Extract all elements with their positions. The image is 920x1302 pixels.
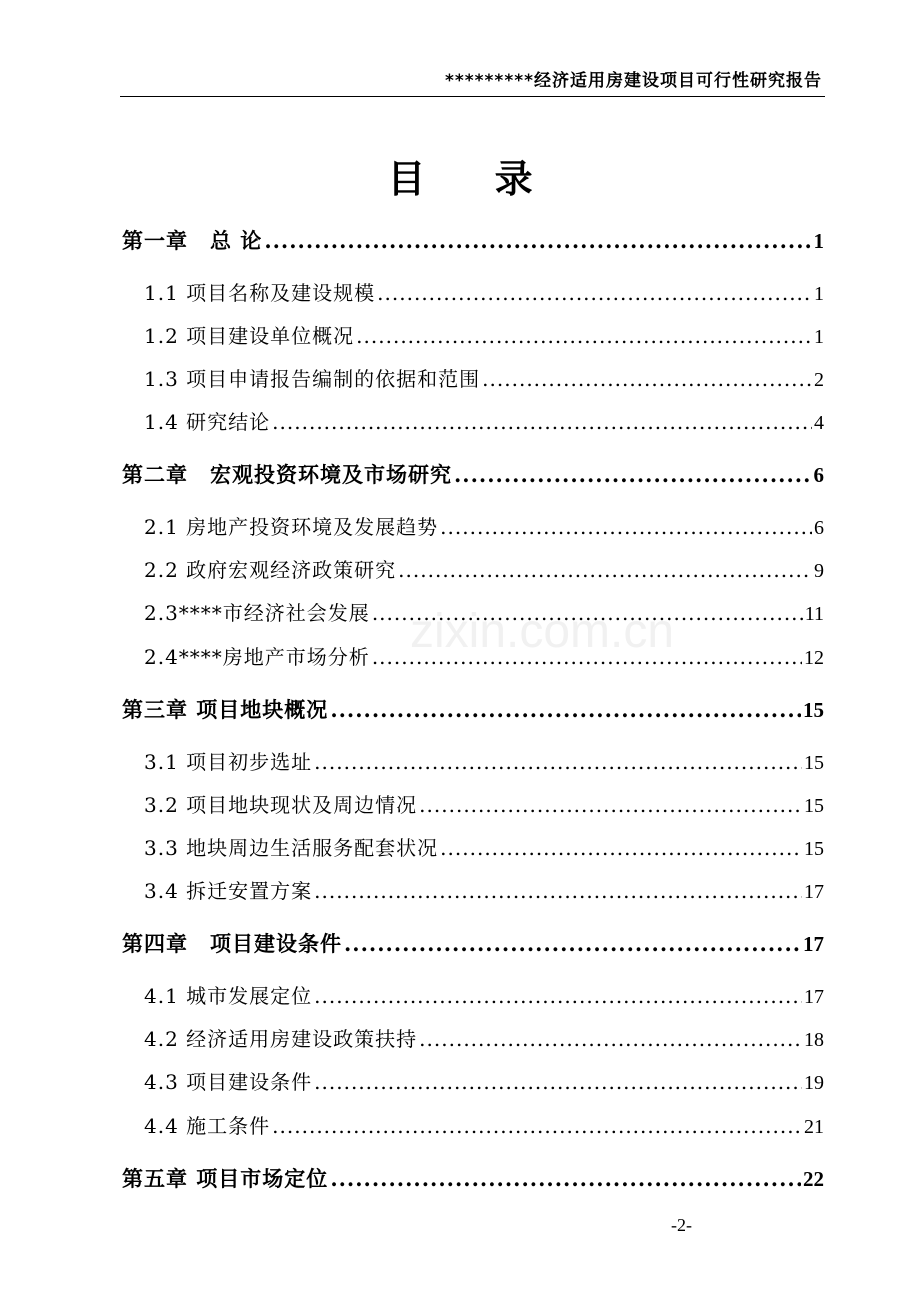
- toc-entry-page: 6: [813, 463, 824, 487]
- toc-dot-leader: [454, 457, 812, 493]
- toc-entry-label: 4.3 项目建设条件: [144, 1070, 313, 1094]
- toc-dot-leader: [314, 744, 802, 780]
- toc-entry-label: 1.3 项目申请报告编制的依据和范围: [144, 367, 481, 391]
- toc-section-entry[interactable]: [144, 1108, 824, 1144]
- toc-entry-label: 1.2 项目建设单位概况: [144, 324, 355, 348]
- toc-dot-leader: [419, 1021, 802, 1057]
- toc-entry-label: 2.3****市经济社会发展: [144, 601, 370, 625]
- toc-section-entry[interactable]: [144, 1021, 824, 1057]
- page-number: -2-: [671, 1215, 692, 1235]
- toc-entry-page: 1: [813, 229, 824, 253]
- toc-chapter-entry[interactable]: [122, 926, 824, 962]
- toc-section-entry[interactable]: [144, 404, 824, 440]
- toc-dot-leader: [398, 552, 812, 588]
- toc-dot-leader: [330, 692, 801, 728]
- toc-section-entry[interactable]: [144, 318, 824, 354]
- toc-chapter-entry[interactable]: [122, 223, 824, 259]
- toc-dot-leader: [482, 361, 812, 397]
- toc-entry-label: 2.2 政府宏观经济政策研究: [144, 558, 397, 582]
- toc-entry-page: 1: [814, 283, 824, 305]
- toc-entry-page: 9: [814, 560, 824, 582]
- toc-chapter-entry[interactable]: [122, 692, 824, 728]
- toc-chapter-entry[interactable]: [122, 457, 824, 493]
- toc-entry-label: 第四章 项目建设条件: [122, 932, 342, 956]
- toc-dot-leader: [440, 509, 812, 545]
- toc-section-entry[interactable]: [144, 595, 824, 631]
- toc-dot-leader: [272, 404, 812, 440]
- toc-section-entry[interactable]: [144, 552, 824, 588]
- toc-entry-page: 2: [814, 369, 824, 391]
- toc-section-entry[interactable]: [144, 873, 824, 909]
- toc-entry-page: 19: [804, 1072, 824, 1094]
- toc-dot-leader: [314, 978, 802, 1014]
- toc-dot-leader: [330, 1161, 801, 1197]
- toc-entry-label: 4.4 施工条件: [144, 1114, 271, 1138]
- toc-entry-label: 第三章 项目地块概况: [122, 698, 329, 722]
- toc-dot-leader: [356, 318, 812, 354]
- toc-section-entry[interactable]: [144, 361, 824, 397]
- toc-entry-label: 3.1 项目初步选址: [144, 750, 313, 774]
- toc-entry-page: 6: [814, 517, 824, 539]
- toc-section-entry[interactable]: [144, 1064, 824, 1100]
- toc-dot-leader: [377, 275, 812, 311]
- toc-entry-page: 11: [804, 603, 824, 625]
- toc-dot-leader: [419, 787, 802, 823]
- toc-chapter-entry[interactable]: [122, 1161, 824, 1197]
- toc-entry-label: 3.3 地块周边生活服务配套状况: [144, 836, 439, 860]
- toc-entry-label: 4.1 城市发展定位: [144, 984, 313, 1008]
- toc-section-entry[interactable]: [144, 744, 824, 780]
- toc-section-entry[interactable]: [144, 639, 824, 675]
- toc-entry-page: 12: [804, 647, 824, 669]
- toc-section-entry[interactable]: [144, 787, 824, 823]
- toc-dot-leader: [314, 1064, 802, 1100]
- toc-entry-page: 15: [804, 752, 824, 774]
- toc-dot-leader: [372, 639, 802, 675]
- toc-section-entry[interactable]: [144, 830, 824, 866]
- toc-dot-leader: [264, 223, 811, 259]
- toc-dot-leader: [440, 830, 802, 866]
- toc-dot-leader: [344, 926, 801, 962]
- toc-dot-leader: [314, 873, 802, 909]
- toc-entry-label: 第二章 宏观投资环境及市场研究: [122, 463, 452, 487]
- toc-section-entry[interactable]: [144, 978, 824, 1014]
- toc-entry-page: 1: [814, 326, 824, 348]
- toc-title: 目 录: [387, 157, 561, 201]
- toc-section-entry[interactable]: [144, 275, 824, 311]
- toc-entry-label: 第一章 总 论: [122, 229, 263, 253]
- toc-entry-label: 1.4 研究结论: [144, 410, 271, 434]
- toc-entry-label: 3.4 拆迁安置方案: [144, 879, 313, 903]
- toc-entry-page: 17: [803, 932, 824, 956]
- running-header: *********经济适用房建设项目可行性研究报告: [444, 71, 822, 91]
- toc-entry-page: 18: [804, 1029, 824, 1051]
- toc-entry-page: 17: [804, 881, 824, 903]
- toc-dot-leader: [272, 1108, 802, 1144]
- toc-entry-page: 15: [803, 698, 824, 722]
- toc-entry-label: 3.2 项目地块现状及周边情况: [144, 793, 418, 817]
- toc-entry-page: 17: [804, 986, 824, 1008]
- toc-entry-page: 15: [804, 838, 824, 860]
- toc-entry-page: 4: [814, 412, 824, 434]
- toc-entry-page: 22: [803, 1167, 824, 1191]
- toc-entry-label: 4.2 经济适用房建设政策扶持: [144, 1027, 418, 1051]
- toc-dot-leader: [372, 595, 803, 631]
- toc-section-entry[interactable]: [144, 509, 824, 545]
- toc-entry-label: 第五章 项目市场定位: [122, 1167, 329, 1191]
- toc-entry-page: 15: [804, 795, 824, 817]
- toc-entry-label: 2.1 房地产投资环境及发展趋势: [144, 515, 439, 539]
- toc-entry-page: 21: [804, 1116, 824, 1138]
- toc-entry-label: 2.4****房地产市场分析: [144, 645, 370, 669]
- watermark: zixin.com.cn: [410, 605, 675, 658]
- toc-entry-label: 1.1 项目名称及建设规模: [144, 281, 376, 305]
